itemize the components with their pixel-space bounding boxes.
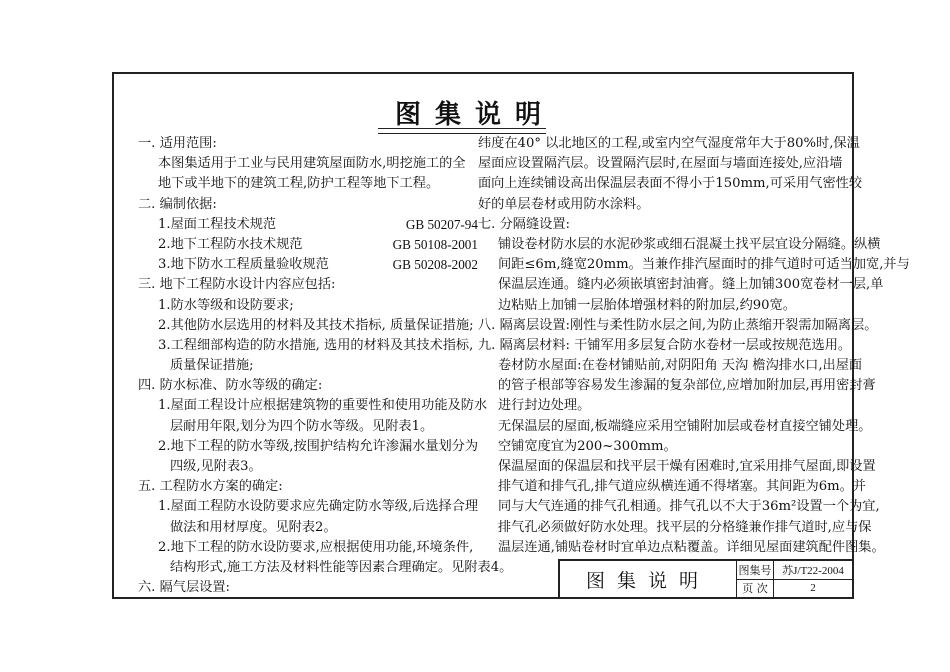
atlas-number-label: 图集号 [737, 561, 774, 579]
line-text: 五. 工程防水方案的确定: [138, 479, 283, 495]
line-text: 做法和用材厚度。见附表2。 [170, 519, 337, 535]
text-line [478, 356, 863, 376]
line-text: 保温屋面的保温层和找平层干燥有困难时,宜采用排气屋面,即设置 [498, 459, 876, 474]
text-line [138, 497, 478, 517]
text-line [138, 154, 478, 174]
page-number-value: 2 [810, 582, 816, 595]
text-line [478, 154, 843, 174]
text-line [138, 376, 478, 396]
text-line [478, 336, 852, 356]
standard-code: GB 50208-2002 [392, 257, 478, 273]
right-column [478, 134, 910, 558]
line-text: 二. 编制依据: [138, 196, 217, 212]
page-number-label: 页 次 [737, 580, 774, 598]
text-line [138, 275, 478, 295]
text-line [138, 417, 478, 437]
line-text: 铺设卷材防水层的水泥砂浆或细石混凝土找平层宜设分隔缝。纵横 [498, 236, 881, 252]
text-line [138, 255, 478, 275]
line-text: 六. 隔气层设置: [138, 580, 230, 596]
text-line [138, 457, 478, 477]
text-line [478, 538, 885, 558]
standard-code: GB 50108-2001 [392, 236, 478, 252]
text-line [478, 275, 884, 295]
line-text: 屋面应设置隔汽层。设置隔汽层时,在屋面与墙面连接处,应沿墙 [478, 156, 843, 172]
line-text: 2.地下工程的防水设防要求,应根据使用功能,环境条件, [158, 539, 474, 555]
line-text: 同与大气连通的排气孔相通。排气孔以不大于36m²设置一个为宜, [498, 499, 880, 515]
line-text: 的管子根部等容易发生渗漏的复杂部位,应增加附加层,再用密封膏 [498, 378, 876, 394]
text-line [478, 235, 881, 255]
text-line [138, 538, 478, 558]
text-line [478, 195, 830, 215]
text-line [138, 134, 478, 154]
atlas-number-value: 苏J/T22-2004 [782, 564, 844, 577]
line-text: 1.屋面工程防水设防要求应先确定防水等级,后选择合理 [158, 499, 479, 515]
line-text: 间距≤6m,缝宽20mm。当兼作排汽屋面时的排气道时可适当加宽,并与 [498, 257, 910, 273]
line-text: 3.地下防水工程质量验收规范 [158, 257, 329, 273]
line-text: 七. 分隔缝设置: [478, 216, 570, 232]
text-line [138, 578, 478, 598]
text-line [138, 215, 478, 235]
text-line [478, 497, 880, 517]
text-line [138, 558, 513, 578]
text-line [478, 215, 830, 235]
text-line [478, 437, 830, 457]
line-text: 卷材防水屋面:在卷材铺贴前,对阴阳角 天沟 檐沟排水口,出屋面 [498, 358, 863, 374]
text-line [478, 417, 872, 437]
line-text: 排气孔必须做好防水处理。找平层的分格缝兼作排气道时,应与保 [498, 519, 872, 535]
text-line [138, 477, 478, 497]
text-line [138, 437, 478, 457]
text-line [138, 195, 478, 215]
line-text: 九. 隔离层材料: 干铺军用多层复合防水卷材一层或按规范选用。 [478, 337, 852, 353]
text-line [478, 134, 860, 154]
text-line [478, 296, 830, 316]
text-line [478, 518, 872, 538]
line-text: 无保温层的屋面,板端缝应采用空铺附加层或卷材直接空铺处理。 [498, 418, 872, 434]
text-line [478, 457, 876, 477]
line-text: 四级,见附表3。 [170, 459, 262, 474]
standard-code: GB 50207-94 [405, 216, 478, 232]
page-title: 图集说明 [394, 100, 555, 130]
line-text: 边粘贴上加铺一层胎体增强材料的附加层,约90宽。 [498, 297, 796, 313]
line-text: 纬度在40° 以北地区的工程,或室内空气湿度常年大于80%时,保温 [478, 136, 860, 151]
line-text: 排气道和排气孔,排气道应纵横连通不得堵塞。其间距为6m。并 [498, 479, 866, 495]
line-text: 一. 适用范围: [138, 136, 217, 151]
text-line [138, 356, 478, 376]
line-text: 保温层连通。缝内必须嵌填密封油膏。缝上加铺300宽卷材一层,单 [498, 277, 884, 293]
text-line [478, 477, 866, 497]
text-line [138, 174, 478, 194]
text-line [138, 518, 478, 538]
line-text: 温层连通,铺贴卷材时宜单边点粘覆盖。详细见屋面建筑配件图集。 [498, 539, 885, 555]
line-text: 结构形式,施工方法及材料性能等因素合理确定。见附表4。 [170, 559, 513, 575]
title-block-title: 图集说明 [560, 561, 737, 597]
line-text: 3.工程细部构造的防水措施, 选用的材料及其技术指标, [158, 337, 474, 353]
left-column [138, 134, 513, 598]
line-text: 1.屋面工程设计应根据建筑物的重要性和使用功能及防水 [158, 398, 488, 414]
line-text: 1.防水等级和设防要求; [158, 297, 294, 313]
text-line [478, 316, 878, 336]
text-line [138, 235, 478, 255]
text-line [138, 336, 478, 356]
line-text: 好的单层卷材或用防水涂料。 [478, 196, 650, 212]
line-text: 层耐用年限,划分为四个防水等级。见附表1。 [170, 418, 434, 434]
line-text: 三. 地下工程防水设计内容应包括: [138, 277, 336, 293]
text-line [478, 376, 876, 396]
line-text: 进行封边处理。 [498, 398, 591, 414]
line-text: 地下或半地下的建筑工程,防护工程等地下工程。 [158, 176, 440, 192]
line-text: 八. 隔离层设置:刚性与柔性防水层之间,为防止蒸缩开裂需加隔离层。 [478, 317, 878, 333]
text-line [478, 396, 830, 416]
line-text: 2.地下工程防水技术规范 [158, 236, 303, 252]
line-text: 空铺宽度宜为200~300mm。 [498, 438, 677, 454]
title-block [558, 559, 854, 599]
line-text: 1.屋面工程技术规范 [158, 216, 277, 232]
text-line [138, 296, 478, 316]
line-text: 2.地下工程的防水等级,按围护结构允许渗漏水量划分为 [158, 438, 479, 454]
line-text: 质量保证措施; [170, 358, 254, 374]
text-line [478, 174, 863, 194]
text-line [478, 255, 910, 275]
line-text: 本图集适用于工业与民用建筑屋面防水,明挖施工的全 [158, 156, 466, 172]
text-line [138, 396, 488, 416]
line-text: 面向上连续铺设高出保温层表面不得小于150mm,可采用气密性较 [478, 176, 863, 192]
line-text: 2.其他防水层选用的材料及其技术指标, 质量保证措施; [158, 317, 474, 333]
line-text: 四. 防水标准、防水等级的确定: [138, 378, 323, 394]
text-line [138, 316, 478, 336]
